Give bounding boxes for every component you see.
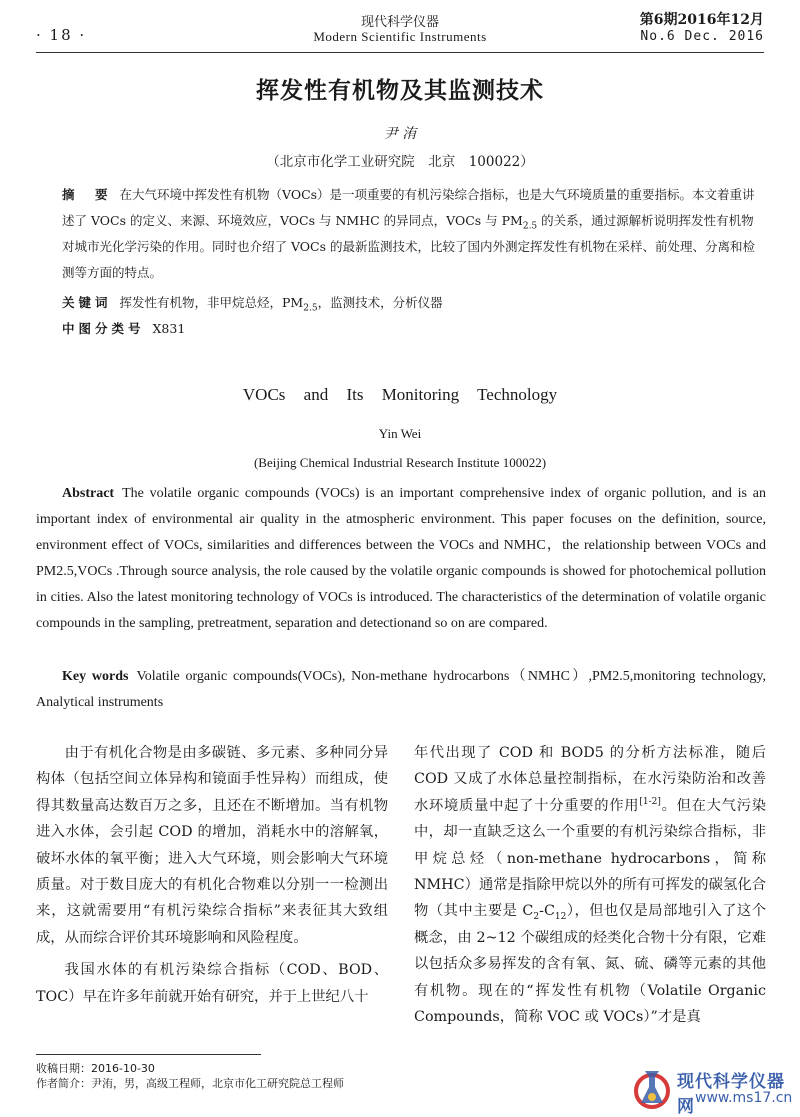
abstract-en-text: The volatile organic compounds (VOCs) is an important comprehensive index of organic pollution, and is an important index of environmental air quality in the atmospheric environment. This paper focuses on the definition, source, environment effect of VOCs, similarities and differences between the VOCs and NMHC，the relationship between VOCs and PM2.5,VOCs .Through source analysis, the role caused by the volatile organic compounds is showed for photochemical pollution in cities. Also the latest monitoring technology of VOCs is introduced. The characteristics of the determination of volatile organic compounds in the sampling, pretreatment, separation and detectionand so on are compared. — [36, 486, 766, 631]
issue-cn: 第6期2016年12月 — [639, 12, 764, 28]
body-column-right — [414, 740, 766, 1030]
keywords-en-label: Key words — [62, 669, 129, 684]
header-rule — [36, 52, 764, 53]
keywords-cn-label: 关键词 — [62, 295, 112, 310]
keywords-en — [36, 664, 766, 716]
body-text: ），但也仅是局部地引入了这个概念，由 2~12 个碳组成的烃类化合物十分有限，它难以包括众多易挥发的含有氧、氮、硫、磷等元素的其他有机物。现在的“挥发性有机物（Volatile Organic Compounds，简称 VOC 或 VOCs）”才是真 — [414, 903, 767, 1026]
keywords-cn-a: 挥发性有机物，非甲烷总烃，PM — [119, 295, 304, 310]
keywords-en-text: Volatile organic compounds(VOCs), Non-methane hydrocarbons（NMHC）,PM2.5,monitoring technology, Analytical instruments — [36, 669, 766, 710]
body-text: 年代出现了 COD 和 BOD5 的分析方法标准，随后 COD 又成了水体总量控制指标，在水污染防治和改善水环境质量中起了十分重要的作用 — [414, 745, 766, 814]
author-cn: 尹 洧 — [383, 126, 417, 142]
keywords-cn-b: ，监测技术，分析仪器 — [317, 295, 443, 310]
subscript: 2 — [533, 912, 540, 923]
abstract-cn-text-2: 的关系，通过源解析说明挥发性有机物对城市光化学污染的作用。同时也介绍了 VOCs 的最新监测技术，比较了国内外测定挥发性有机物在采样、前处理、分离和检测等方面的特点。 — [62, 213, 755, 280]
body-text: 。但在大气污染中，却一直缺乏这么一个重要的有机污染综合指标，非甲烷总烃（non-methane hydrocarbons，简称 NMHC）通常是指除甲烷以外的所有可挥发的碳氢化合物（其中主要是 C — [414, 797, 767, 920]
affiliation-cn: （北京市化学工业研究院 北京 100022） — [266, 154, 534, 170]
watermark-url: www.ms17.cn — [695, 1090, 793, 1106]
paper-title-cn: 挥发性有机物及其监测技术 — [256, 77, 544, 104]
abstract-cn-sub: 2.5 — [522, 221, 538, 232]
abstract-cn — [62, 182, 766, 286]
received-date: 收稿日期：2016-10-30 — [36, 1062, 155, 1075]
watermark — [625, 1063, 795, 1117]
body-paragraph: 我国水体的有机污染综合指标（COD、BOD、TOC）早在许多年前就开始有研究，并于上世纪八十 — [36, 962, 388, 1005]
author-en: Yin Wei — [378, 426, 422, 441]
body-column-left — [36, 740, 388, 1010]
abstract-cn-label: 摘 要 — [62, 187, 112, 202]
abstract-en — [36, 481, 766, 637]
body-paragraph: 由于有机化合物是由多碳链、多元素、多种同分异构体（包括空间立体异构和镜面手性异构）而组成，使得其数量高达数百万之多，且还在不断增加。当有机物进入水体，会引起 COD 的增加，消耗水中的溶解氧，破坏水体的氧平衡；进入大气环境，则会影响大气环境质量。对于数目庞大的有机化合物难以分别一一检测出来，这就需要用“有机污染综合指标”来表征其大致组成，从而综合评价其环境影响和风险程度。 — [36, 745, 388, 946]
paper-title-en: VOCs and Its Monitoring Technology — [242, 385, 558, 404]
flask-logo-icon — [625, 1063, 677, 1113]
abstract-cn-text-1: 在大气环境中挥发性有机物（VOCs）是一项重要的有机污染综合指标，也是大气环境质量的重要指标。本文着重讲述了 VOCs 的定义、来源、环境效应，VOCs 与 NMHC 的异同点，VOCs 与 PM — [62, 187, 755, 228]
affiliation-en: (Beijing Chemical Industrial Research Institute 100022) — [253, 455, 547, 470]
keywords-cn-sub: 2.5 — [303, 303, 318, 314]
issue-en: No.6 Dec. 2016 — [640, 29, 764, 44]
classification-label: 中图分类号 — [62, 321, 145, 336]
subscript: 12 — [554, 912, 567, 923]
abstract-en-label: Abstract — [62, 486, 115, 501]
keywords-cn — [62, 290, 766, 316]
classification-value: X831 — [152, 321, 186, 336]
footnote-rule — [36, 1054, 261, 1055]
journal-name-cn: 现代科学仪器 — [360, 15, 439, 30]
author-bio: 作者简介：尹洧，男，高级工程师，北京市化工研究院总工程师 — [36, 1077, 344, 1090]
citation-ref: [1-2] — [639, 797, 661, 808]
watermark-cn: 现代科学仪器网 — [677, 1072, 785, 1117]
body-text: -C — [539, 903, 555, 920]
page-number: · 18 · — [36, 26, 87, 44]
classification-cn — [62, 316, 766, 342]
journal-name-en: Modern Scientific Instruments — [313, 29, 487, 44]
